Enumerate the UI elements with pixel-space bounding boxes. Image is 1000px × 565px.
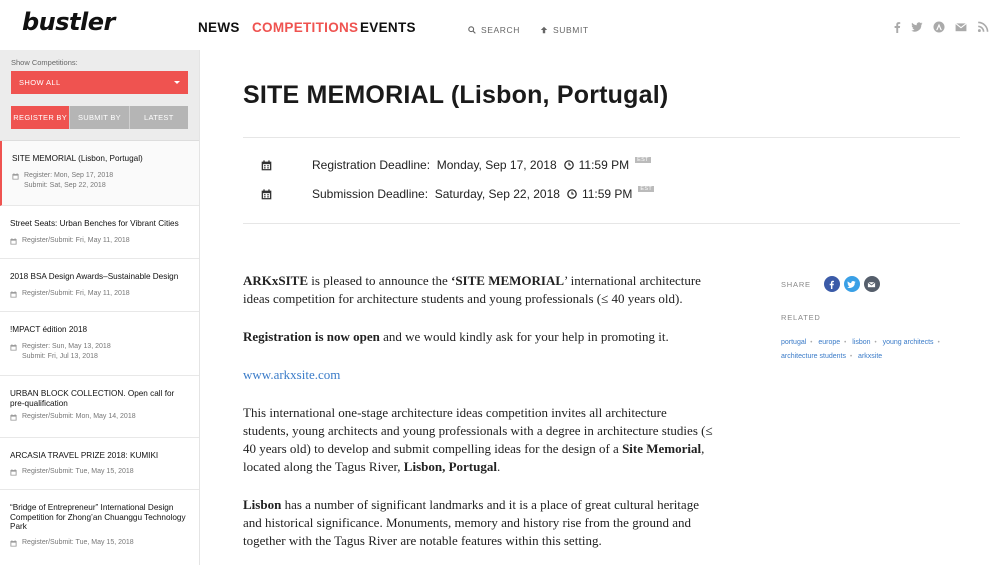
- competition-name: ‘SITE MEMORIAL: [451, 273, 565, 288]
- competitions-sidebar: [0, 50, 200, 565]
- tag-separator: •: [849, 354, 853, 360]
- tag-link[interactable]: young architects: [882, 339, 934, 346]
- text-span: has a number of significant landmarks and it is a place of great cultural heritage and historical significance. Monuments, memory and history rise from the ground and together with the Tagus River are notable features within this setting.: [243, 497, 699, 548]
- timezone-badge: EST: [640, 186, 653, 192]
- timezone-badge: EST: [637, 157, 649, 163]
- register-submit-date: Register/Submit: Tue, May 15, 2018: [22, 467, 134, 475]
- article-paragraph: [243, 404, 713, 476]
- list-item[interactable]: [0, 438, 199, 490]
- submission-time: 11:59 PM: [581, 187, 633, 201]
- submission-date: Saturday, Sep 22, 2018: [434, 187, 560, 201]
- article-paragraph: [243, 328, 713, 346]
- lisbon-bold: Lisbon: [243, 497, 282, 512]
- clock-icon: [564, 160, 574, 170]
- text-span: , located along the Tagus River,: [243, 441, 705, 474]
- submission-label: Submission Deadline:: [312, 187, 429, 201]
- calendar-icon: [261, 189, 272, 200]
- show-competitions-select[interactable]: [11, 71, 188, 94]
- list-item[interactable]: [0, 312, 199, 376]
- list-item[interactable]: [0, 490, 199, 562]
- submit-date: Submit: Sat, Sep 22, 2018: [24, 182, 106, 189]
- facebook-icon: [827, 280, 836, 289]
- search-label: SEARCH: [481, 25, 521, 35]
- select-value: SHOW ALL: [19, 78, 61, 87]
- share-row: [781, 276, 961, 292]
- sidebar-filters: [0, 50, 199, 141]
- upload-icon: [540, 26, 548, 34]
- rss-icon[interactable]: [976, 20, 990, 34]
- share-label: SHARE: [781, 279, 811, 289]
- tag-link[interactable]: lisbon: [852, 339, 871, 346]
- tag-link[interactable]: architecture students: [781, 353, 846, 360]
- related-label: RELATED: [781, 313, 821, 322]
- registration-date: Monday, Sep 17, 2018: [436, 158, 557, 172]
- list-item[interactable]: [0, 259, 199, 312]
- search-icon: [468, 26, 476, 34]
- calendar-icon: [12, 173, 19, 180]
- competition-title: ARCASIA TRAVEL PRIZE 2018: KUMIKI: [10, 451, 159, 460]
- site-logo[interactable]: bustler: [22, 8, 115, 36]
- competition-dates: [10, 467, 189, 478]
- registration-label: Registration Deadline:: [312, 158, 431, 172]
- register-date: Register: Mon, Sep 17, 2018: [24, 171, 114, 179]
- share-facebook-button[interactable]: [824, 276, 840, 292]
- calendar-icon: [10, 291, 17, 298]
- register-date: Register: Sun, May 13, 2018: [22, 342, 111, 350]
- clock-icon: [567, 189, 577, 199]
- tag-separator: •: [874, 340, 877, 346]
- article-sidebar: [781, 276, 961, 364]
- list-item[interactable]: [0, 141, 199, 206]
- register-submit-date: Register/Submit: Mon, May 14, 2018: [22, 413, 136, 420]
- site-memorial-bold: Site Memorial: [622, 441, 702, 456]
- competition-title: Street Seats: Urban Benches for Vibrant Cities: [10, 219, 179, 228]
- website-link[interactable]: www.arkxsite.com: [243, 367, 341, 382]
- divider: [243, 137, 960, 138]
- text-span: This international one-stage architecture ideas competition invites all architecture students, young architects and young professionals with a degree in architecture studies (≤ 40 years old) to develop and submit compelling ideas for the design of a: [243, 405, 713, 456]
- calendar-icon: [10, 344, 17, 351]
- submission-deadline: [261, 187, 654, 201]
- register-submit-date: Register/Submit: Fri, May 11, 2018: [22, 236, 130, 244]
- calendar-icon: [10, 469, 17, 476]
- registration-deadline: [261, 158, 651, 172]
- page-title: SITE MEMORIAL (Lisbon, Portugal): [243, 81, 669, 109]
- archdaily-icon[interactable]: [932, 20, 946, 34]
- share-twitter-button[interactable]: [844, 276, 860, 292]
- text-span: is pleased to announce the: [308, 273, 451, 288]
- register-by-button[interactable]: REGISTER BY: [11, 106, 70, 129]
- competition-dates: [10, 538, 189, 549]
- registration-time: 11:59 PM: [578, 158, 630, 172]
- related-tags: [781, 336, 961, 364]
- submit-by-button[interactable]: SUBMIT BY: [70, 106, 129, 129]
- tag-separator: •: [844, 340, 847, 346]
- calendar-icon: [10, 414, 17, 421]
- nav-competitions[interactable]: COMPETITIONS: [252, 20, 359, 35]
- top-navbar: [0, 0, 1000, 50]
- mail-icon[interactable]: [954, 20, 968, 34]
- text-span: .: [496, 459, 501, 474]
- article-body: [243, 272, 713, 565]
- competition-title: URBAN BLOCK COLLECTION. Open call for pre-qualification: [10, 389, 175, 408]
- competition-title: !MPACT édition 2018: [10, 325, 88, 334]
- search-link[interactable]: [468, 25, 520, 35]
- calendar-icon: [10, 238, 17, 245]
- article-paragraph: [243, 496, 713, 550]
- registration-open: Registration is now open: [243, 329, 380, 344]
- text-span: and we would kindly ask for your help in promoting it.: [379, 329, 669, 344]
- calendar-icon: [10, 540, 17, 547]
- tag-link[interactable]: europe: [818, 339, 841, 346]
- article-paragraph: [243, 366, 713, 384]
- list-item[interactable]: [0, 206, 199, 259]
- competition-dates: [12, 171, 189, 192]
- location-bold: Lisbon, Portugal: [403, 459, 497, 474]
- main-content: [243, 50, 963, 565]
- mail-icon: [867, 280, 876, 289]
- competition-title: SITE MEMORIAL (Lisbon, Portugal): [12, 154, 143, 163]
- tag-link[interactable]: portugal: [781, 339, 807, 346]
- competition-title: “Bridge of Entrepreneur” International Design Competition for Zhong’an Chuanggu Technology Park: [10, 503, 186, 531]
- org-name: ARKxSITE: [243, 273, 309, 288]
- competition-dates: [10, 342, 189, 363]
- register-submit-date: Register/Submit: Tue, May 15, 2018: [22, 538, 134, 546]
- tag-separator: •: [810, 340, 813, 346]
- twitter-icon[interactable]: [910, 20, 924, 34]
- nav-events[interactable]: EVENTS: [360, 20, 416, 35]
- twitter-icon: [847, 280, 856, 289]
- latest-button[interactable]: LATEST: [130, 106, 188, 129]
- competition-title: 2018 BSA Design Awards–Sustainable Design: [10, 272, 179, 281]
- show-competitions-label: Show Competitions:: [11, 58, 78, 67]
- list-item[interactable]: [0, 376, 199, 438]
- register-submit-date: Register/Submit: Fri, May 11, 2018: [22, 289, 130, 297]
- calendar-icon: [261, 160, 272, 171]
- tag-link[interactable]: arkxsite: [858, 353, 883, 360]
- nav-news[interactable]: NEWS: [198, 20, 240, 35]
- competition-dates: [10, 289, 189, 300]
- article-paragraph: [243, 272, 713, 308]
- facebook-icon[interactable]: [890, 20, 904, 34]
- submit-link[interactable]: [540, 25, 589, 35]
- sort-filters: [11, 106, 188, 129]
- submit-date: Submit: Fri, Jul 13, 2018: [22, 353, 98, 360]
- divider: [243, 223, 960, 224]
- submit-label: SUBMIT: [553, 25, 589, 35]
- text-span: ’ international architecture ideas competition for architecture students and young professionals (≤ 40 years old).: [243, 273, 701, 306]
- share-email-button[interactable]: [864, 276, 880, 292]
- competition-dates: [10, 236, 189, 247]
- competition-dates: [10, 412, 189, 423]
- tag-separator: •: [937, 340, 940, 346]
- chevron-down-icon: [174, 81, 180, 84]
